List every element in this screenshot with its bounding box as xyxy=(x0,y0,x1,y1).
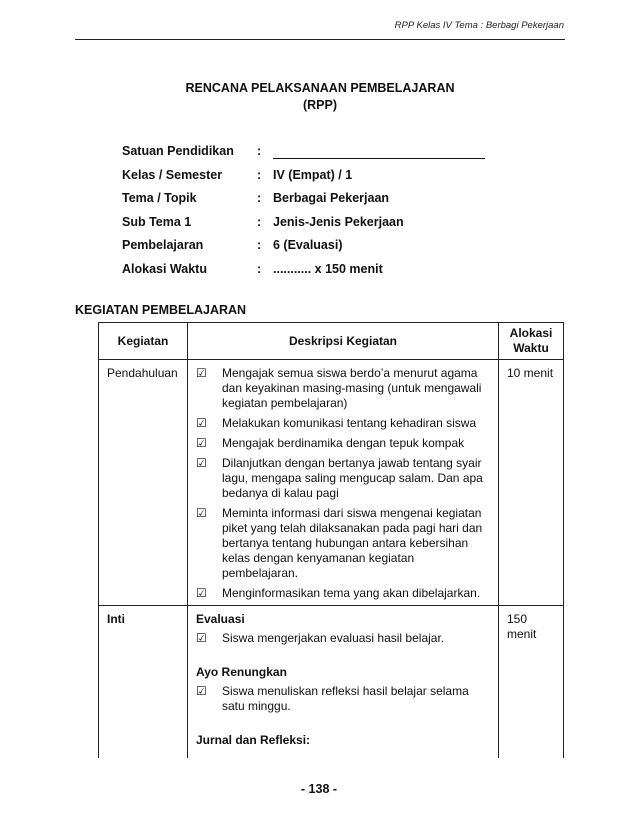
list-item-text: Meminta informasi dari siswa mengenai kegiatan piket yang telah dilaksanakan pada pagi hari dan bertanya tentang hubungan antara kebersihan kelas dengan kenyamanan kegiatan pembelajaran. xyxy=(222,506,483,580)
checkbox-checked-icon: ☑ xyxy=(196,456,207,470)
info-sep: : xyxy=(257,191,262,205)
cell-deskripsi xyxy=(188,606,499,759)
subheading-evaluasi: Evaluasi xyxy=(196,612,245,626)
info-row-alokasi xyxy=(122,262,485,286)
header-divider xyxy=(75,39,565,40)
subheading-jurnal: Jurnal dan Refleksi: xyxy=(196,733,311,747)
table-header-row xyxy=(99,323,564,360)
header-deskripsi: Deskripsi Kegiatan xyxy=(188,323,499,360)
info-value: Jenis-Jenis Pekerjaan xyxy=(273,214,404,229)
list-item xyxy=(196,366,492,411)
list-item-text: Mengajak semua siswa berdo’a menurut agama dan keyakinan masing-masing (untuk mengawali kegiatan pembelajaran) xyxy=(222,366,482,410)
cell-kegiatan: Inti xyxy=(99,606,188,759)
info-key: Tema / Topik xyxy=(122,191,197,205)
info-value-blank xyxy=(273,144,485,168)
list-item xyxy=(196,456,492,501)
info-row-pembelajaran xyxy=(122,238,485,262)
spacer xyxy=(196,651,492,665)
cell-deskripsi xyxy=(188,360,499,606)
info-row-kelas xyxy=(122,168,485,192)
cell-kegiatan: Pendahuluan xyxy=(99,360,188,606)
list-item-text: Siswa menuliskan refleksi hasil belajar selama satu minggu. xyxy=(222,684,469,713)
info-value: IV (Empat) / 1 xyxy=(273,167,353,182)
list-item xyxy=(196,416,492,431)
list-item-text: Mengajak berdinamika dengan tepuk kompak xyxy=(222,436,465,450)
checkbox-checked-icon: ☑ xyxy=(196,416,207,430)
checkbox-checked-icon: ☑ xyxy=(196,586,207,600)
list-item xyxy=(196,684,492,714)
list-item-text: Melakukan komunikasi tentang kehadiran siswa xyxy=(222,416,477,430)
table-row xyxy=(99,606,564,759)
header-kegiatan: Kegiatan xyxy=(99,323,188,360)
spacer xyxy=(196,719,492,733)
info-key: Sub Tema 1 xyxy=(122,214,192,229)
info-row-tema xyxy=(122,191,485,215)
subheading-ayo-renungkan: Ayo Renungkan xyxy=(196,665,287,679)
activity-table xyxy=(98,322,564,758)
checklist xyxy=(196,631,492,646)
list-item xyxy=(196,506,492,581)
cell-waktu: 10 menit xyxy=(499,360,564,606)
table-row xyxy=(99,360,564,606)
info-key: Kelas / Semester xyxy=(122,167,223,182)
info-key: Pembelajaran xyxy=(122,238,204,252)
page-number: - 138 - xyxy=(300,782,338,796)
info-sep: : xyxy=(257,214,262,229)
section-title: KEGIATAN PEMBELAJARAN xyxy=(75,303,247,317)
checkbox-checked-icon: ☑ xyxy=(196,631,207,645)
header-alokasi: Alokasi Waktu xyxy=(499,323,564,360)
list-item xyxy=(196,631,492,646)
document-title xyxy=(150,80,490,114)
info-row-satuan xyxy=(122,144,485,168)
info-key: Alokasi Waktu xyxy=(122,261,207,276)
info-sep: : xyxy=(257,261,262,276)
info-sep: : xyxy=(257,238,262,252)
list-item xyxy=(196,436,492,451)
info-value: ........... x 150 menit xyxy=(273,261,383,276)
info-row-subtema xyxy=(122,215,485,239)
checklist xyxy=(196,366,492,601)
info-key: Satuan Pendidikan xyxy=(122,144,234,158)
info-value: Berbagai Pekerjaan xyxy=(273,191,390,205)
blank-line xyxy=(273,144,485,159)
checkbox-checked-icon: ☑ xyxy=(196,436,207,450)
list-item-text: Menginformasikan tema yang akan dibelajarkan. xyxy=(222,586,481,600)
checklist xyxy=(196,684,492,714)
cell-waktu: 150 menit xyxy=(499,606,564,759)
running-header: RPP Kelas IV Tema : Berbagi Pekerjaan xyxy=(394,20,564,31)
list-item xyxy=(196,586,492,601)
list-item-text: Dilanjutkan dengan bertanya jawab tentang syair lagu, mengapa saling mengucap salam. Dan apa bedanya di kalau pagi xyxy=(222,456,483,500)
info-sep: : xyxy=(257,167,262,182)
title-line-2: (RPP) xyxy=(302,98,338,112)
checkbox-checked-icon: ☑ xyxy=(196,506,207,520)
list-item-text: Siswa mengerjakan evaluasi hasil belajar. xyxy=(222,631,445,645)
title-line-1: RENCANA PELAKSANAAN PEMBELAJARAN xyxy=(185,81,455,95)
checkbox-checked-icon: ☑ xyxy=(196,684,207,698)
checkbox-checked-icon: ☑ xyxy=(196,366,207,380)
info-value: 6 (Evaluasi) xyxy=(273,238,343,252)
info-sep: : xyxy=(257,144,262,158)
identity-block xyxy=(122,144,485,285)
